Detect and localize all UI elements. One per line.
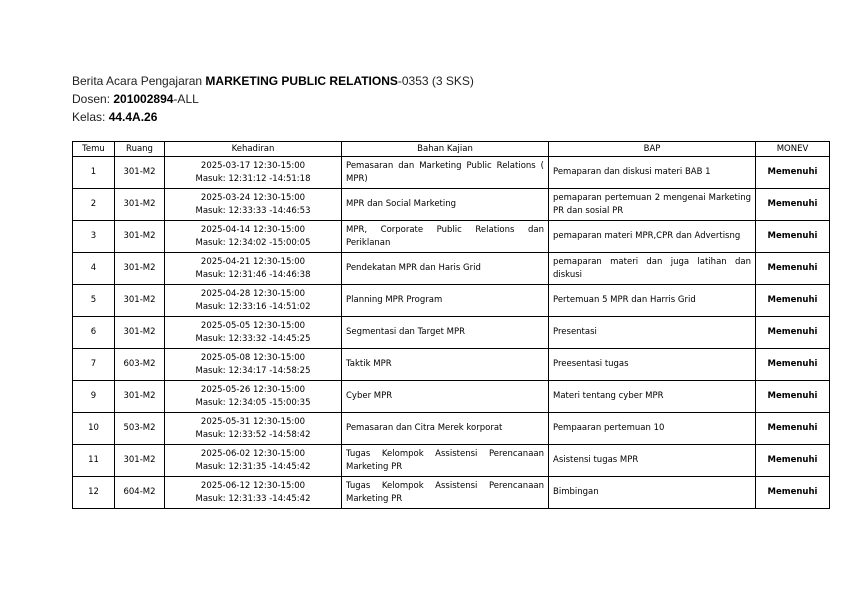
cell-bahan-kajian: MPR dan Social Marketing	[342, 189, 549, 221]
check-in-time: Masuk: 12:31:12 -14:51:18	[195, 173, 311, 184]
cell-temu: 7	[73, 349, 115, 381]
cell-ruang: 503-M2	[115, 413, 165, 445]
cell-kehadiran	[165, 157, 342, 189]
schedule-time: 2025-05-08 12:30-15:00	[200, 352, 306, 363]
column-header-kehadiran: Kehadiran	[165, 142, 342, 157]
check-in-time: Masuk: 12:33:32 -14:45:25	[195, 333, 311, 344]
cell-ruang: 604-M2	[115, 477, 165, 509]
course-name: MARKETING PUBLIC RELATIONS	[205, 74, 398, 88]
title-line	[72, 72, 474, 90]
kelas-line	[72, 108, 474, 126]
schedule-time: 2025-05-05 12:30-15:00	[200, 320, 306, 331]
cell-bap: Pemaparan dan diskusi materi BAB 1	[549, 157, 756, 189]
kelas-value: 44.4A.26	[108, 110, 158, 124]
table-row	[73, 253, 830, 285]
cell-monev: Memenuhi	[756, 285, 830, 317]
cell-ruang: 301-M2	[115, 221, 165, 253]
cell-bap: Bimbingan	[549, 477, 756, 509]
schedule-time: 2025-03-24 12:30-15:00	[200, 192, 306, 203]
cell-bahan-kajian: MPR, Corporate Public Relations dan Periklanan	[342, 221, 549, 253]
dosen-suffix: -ALL	[173, 92, 199, 106]
cell-kehadiran	[165, 253, 342, 285]
cell-kehadiran	[165, 189, 342, 221]
cell-bahan-kajian: Segmentasi dan Target MPR	[342, 317, 549, 349]
cell-temu: 2	[73, 189, 115, 221]
column-header-ruang: Ruang	[115, 142, 165, 157]
kelas-label: Kelas:	[72, 110, 109, 124]
cell-monev: Memenuhi	[756, 189, 830, 221]
column-header-bap: BAP	[549, 142, 756, 157]
cell-bap: Asistensi tugas MPR	[549, 445, 756, 477]
cell-bahan-kajian: Planning MPR Program	[342, 285, 549, 317]
check-in-time: Masuk: 12:34:17 -14:58:25	[195, 365, 311, 376]
column-header-temu: Temu	[73, 142, 115, 157]
check-in-time: Masuk: 12:34:02 -15:00:05	[195, 237, 311, 248]
title-prefix: Berita Acara Pengajaran	[72, 74, 206, 88]
cell-temu: 6	[73, 317, 115, 349]
dosen-line	[72, 90, 474, 108]
cell-bap: Presentasi	[549, 317, 756, 349]
cell-ruang: 301-M2	[115, 381, 165, 413]
cell-kehadiran	[165, 221, 342, 253]
cell-bahan-kajian: Pendekatan MPR dan Haris Grid	[342, 253, 549, 285]
cell-ruang: 301-M2	[115, 317, 165, 349]
table-row	[73, 157, 830, 189]
cell-bap: pemaparan pertemuan 2 mengenai Marketing PR dan sosial PR	[549, 189, 756, 221]
check-in-time: Masuk: 12:34:05 -15:00:35	[195, 397, 311, 408]
table-row	[73, 477, 830, 509]
table-row	[73, 221, 830, 253]
cell-monev: Memenuhi	[756, 157, 830, 189]
table-row	[73, 349, 830, 381]
cell-temu: 4	[73, 253, 115, 285]
cell-temu: 1	[73, 157, 115, 189]
cell-ruang: 603-M2	[115, 349, 165, 381]
table-row	[73, 317, 830, 349]
cell-ruang: 301-M2	[115, 157, 165, 189]
cell-bap: Pertemuan 5 MPR dan Harris Grid	[549, 285, 756, 317]
cell-temu: 12	[73, 477, 115, 509]
cell-bap: Pempaaran pertemuan 10	[549, 413, 756, 445]
cell-monev: Memenuhi	[756, 317, 830, 349]
table-header-row	[73, 142, 830, 157]
cell-bahan-kajian: Tugas Kelompok Assistensi Perencanaan Marketing PR	[342, 477, 549, 509]
cell-bap: pemaparan materi dan juga latihan dan diskusi	[549, 253, 756, 285]
schedule-time: 2025-03-17 12:30-15:00	[200, 160, 306, 171]
dosen-label: Dosen:	[72, 92, 114, 106]
column-header-monev: MONEV	[756, 142, 830, 157]
cell-temu: 3	[73, 221, 115, 253]
cell-ruang: 301-M2	[115, 253, 165, 285]
cell-bap: Preesentasi tugas	[549, 349, 756, 381]
cell-bahan-kajian: Cyber MPR	[342, 381, 549, 413]
cell-monev: Memenuhi	[756, 413, 830, 445]
cell-kehadiran	[165, 349, 342, 381]
cell-bap: Materi tentang cyber MPR	[549, 381, 756, 413]
cell-temu: 11	[73, 445, 115, 477]
table-row	[73, 285, 830, 317]
cell-temu: 5	[73, 285, 115, 317]
schedule-time: 2025-04-28 12:30-15:00	[200, 288, 306, 299]
cell-temu: 10	[73, 413, 115, 445]
check-in-time: Masuk: 12:33:52 -14:58:42	[195, 429, 311, 440]
check-in-time: Masuk: 12:31:46 -14:46:38	[195, 269, 311, 280]
schedule-time: 2025-04-21 12:30-15:00	[200, 256, 306, 267]
cell-ruang: 301-M2	[115, 285, 165, 317]
cell-monev: Memenuhi	[756, 253, 830, 285]
table-row	[73, 445, 830, 477]
cell-ruang: 301-M2	[115, 445, 165, 477]
cell-monev: Memenuhi	[756, 477, 830, 509]
cell-kehadiran	[165, 413, 342, 445]
schedule-time: 2025-05-26 12:30-15:00	[200, 384, 306, 395]
cell-kehadiran	[165, 477, 342, 509]
table-row	[73, 189, 830, 221]
cell-monev: Memenuhi	[756, 445, 830, 477]
check-in-time: Masuk: 12:33:16 -14:51:02	[195, 301, 311, 312]
column-header-bahan-kajian: Bahan Kajian	[342, 142, 549, 157]
cell-bahan-kajian: Pemasaran dan Citra Merek korporat	[342, 413, 549, 445]
cell-kehadiran	[165, 381, 342, 413]
cell-bap: pemaparan materi MPR,CPR dan Advertisng	[549, 221, 756, 253]
cell-ruang: 301-M2	[115, 189, 165, 221]
schedule-time: 2025-05-31 12:30-15:00	[200, 416, 306, 427]
cell-kehadiran	[165, 445, 342, 477]
document-header	[72, 72, 474, 126]
attendance-table	[72, 141, 830, 509]
check-in-time: Masuk: 12:33:33 -14:46:53	[195, 205, 311, 216]
schedule-time: 2025-04-14 12:30-15:00	[200, 224, 306, 235]
cell-bahan-kajian: Tugas Kelompok Assistensi Perencanaan Marketing PR	[342, 445, 549, 477]
cell-monev: Memenuhi	[756, 381, 830, 413]
cell-temu: 9	[73, 381, 115, 413]
cell-bahan-kajian: Taktik MPR	[342, 349, 549, 381]
schedule-time: 2025-06-02 12:30-15:00	[200, 448, 306, 459]
cell-bahan-kajian: Pemasaran dan Marketing Public Relations ( MPR)	[342, 157, 549, 189]
table-row	[73, 381, 830, 413]
cell-monev: Memenuhi	[756, 221, 830, 253]
cell-kehadiran	[165, 285, 342, 317]
cell-kehadiran	[165, 317, 342, 349]
cell-monev: Memenuhi	[756, 349, 830, 381]
dosen-id: 201002894	[113, 92, 174, 106]
check-in-time: Masuk: 12:31:33 -14:45:42	[195, 493, 311, 504]
schedule-time: 2025-06-12 12:30-15:00	[200, 480, 306, 491]
table-row	[73, 413, 830, 445]
course-suffix: -0353 (3 SKS)	[397, 74, 474, 88]
check-in-time: Masuk: 12:31:35 -14:45:42	[195, 461, 311, 472]
